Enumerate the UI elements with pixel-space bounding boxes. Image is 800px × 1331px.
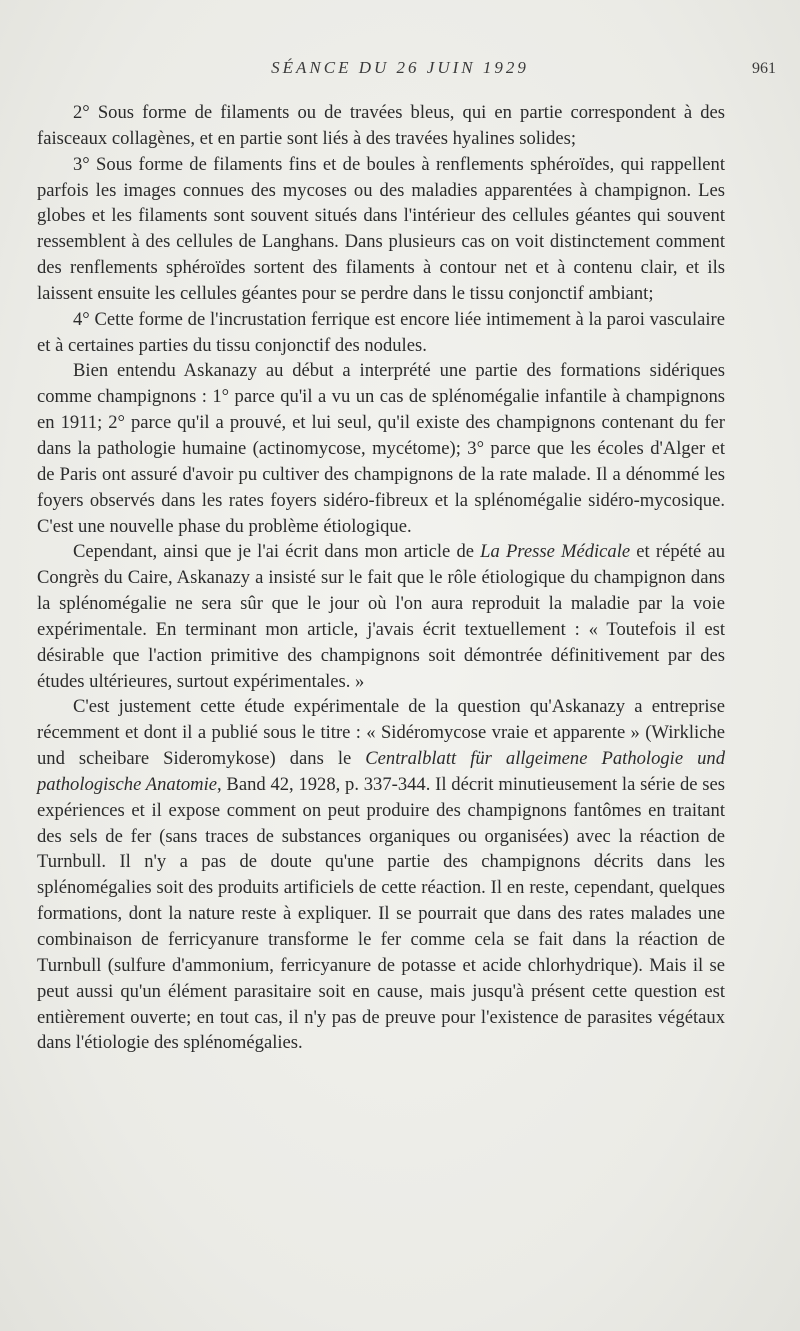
page-number: 961 bbox=[752, 60, 776, 77]
paragraph-askanazy-interpretation bbox=[37, 358, 725, 539]
journal-title-presse-medicale: La Presse Médicale bbox=[480, 541, 631, 563]
paragraph-text: C'est justement cette étude expérimentale de la question qu'Askanazy a entreprise récemment et dont il a publié sous le titre : « Sidéromycose vraie et apparente » (Wirkliche und scheibare Sideromykose) dans le bbox=[37, 696, 725, 770]
paragraph-item-2 bbox=[37, 100, 725, 152]
paragraph-text: Cependant, ainsi que je l'ai écrit dans mon article de bbox=[73, 541, 481, 563]
paragraph-presse-medicale bbox=[37, 539, 725, 694]
paragraph-item-4 bbox=[37, 307, 725, 359]
body-text bbox=[37, 100, 725, 1056]
paragraph-text: , Band 42, 1928, p. 337-344. Il décrit minutieusement la série de ses expériences et il expose comment on peut produire des champignons fantômes en traitant des sels de fer (sans traces de substances organiques ou organisées) avec la réaction de Turnbull. Il n'y a pas de doute qu'une partie des champignons décrits dans les splénomégalies soit des produits artificiels de cette réaction. Il en reste, cependant, quelques formations, dont la nature reste à expliquer. Il se pourrait que dans des rates malades une combinaison de ferricyanure transforme le fer comme cela se fait dans la réaction de Turnbull (sulfure d'ammonium, ferricyanure de potasse et acide chlorhydrique). Mais il se peut aussi qu'un élément parasitaire soit en cause, mais jusqu'à présent cette question est entièrement ouverte; en tout cas, il n'y pas de preuve pour l'existence de parasites végétaux dans l'étiologie des splénomégalies. bbox=[37, 773, 725, 1054]
paragraph-item-3 bbox=[37, 152, 725, 307]
paragraph-text: et répété au Congrès du Caire, Askanazy a insisté sur le fait que le rôle étiologique du champignon dans la splénomégalie ne sera sûr que le jour où l'on aura reproduit la maladie par la voie expérimentale. En terminant mon article, j'avais écrit textuellement : « Toutefois il est désirable que l'action primitive des champignons soit démontrée définitivement par des études ultérieures, surtout expérimentales. » bbox=[37, 541, 725, 692]
paragraph-text: Bien entendu Askanazy au début a interprété une partie des formations sidériques comme champignons : 1° parce qu'il a vu un cas de splénomégalie infantile à champignons en 1911; 2° parce qu'il a prouvé, et lui seul, qu'il existe des champignons contenant du fer dans la pathologie humaine (actinomycose, mycétome); 3° parce que les écoles d'Alger et de Paris ont assuré d'avoir pu cultiver des champignons de la rate malade. Il a dénommé les foyers observés dans les rates foyers sidéro-fibreux et la splénomégalie sidéro-mycosique. C'est une nouvelle phase du problème étiologique. bbox=[37, 360, 725, 537]
running-title: SÉANCE DU 26 JUIN 1929 bbox=[271, 58, 529, 77]
journal-title-centralblatt: Centralblatt für allgeimene Pathologie und pathologische Anatomie bbox=[37, 748, 725, 795]
paragraph-text: 4° Cette forme de l'incrustation ferrique est encore liée intimement à la paroi vasculaire et à certaines parties du tissu conjonctif des nodules. bbox=[37, 308, 725, 356]
paragraph-text: 2° Sous forme de filaments ou de travées bleus, qui en partie correspondent à des faisceaux collagènes, et en partie sont liés à des travées hyalines solides; bbox=[37, 102, 725, 149]
paragraph-text: 3° Sous forme de filaments fins et de boules à renflements sphéroïdes, qui rappellent parfois les images connues des mycoses ou des maladies apparentées à champignon. Les globes et les filaments sont souvent situés dans l'intérieur des cellules géantes qui souvent ressemblent à des cellules de Langhans. Dans plusieurs cas on voit distinctement comment des renflements sphéroïdes sortent des filaments à contour net et à contenu clair, et ils laissent ensuite les cellules géantes pour se perdre dans le tissu conjonctif ambiant; bbox=[37, 153, 725, 304]
paragraph-experimental-study bbox=[37, 694, 725, 1056]
page-header bbox=[0, 56, 800, 84]
